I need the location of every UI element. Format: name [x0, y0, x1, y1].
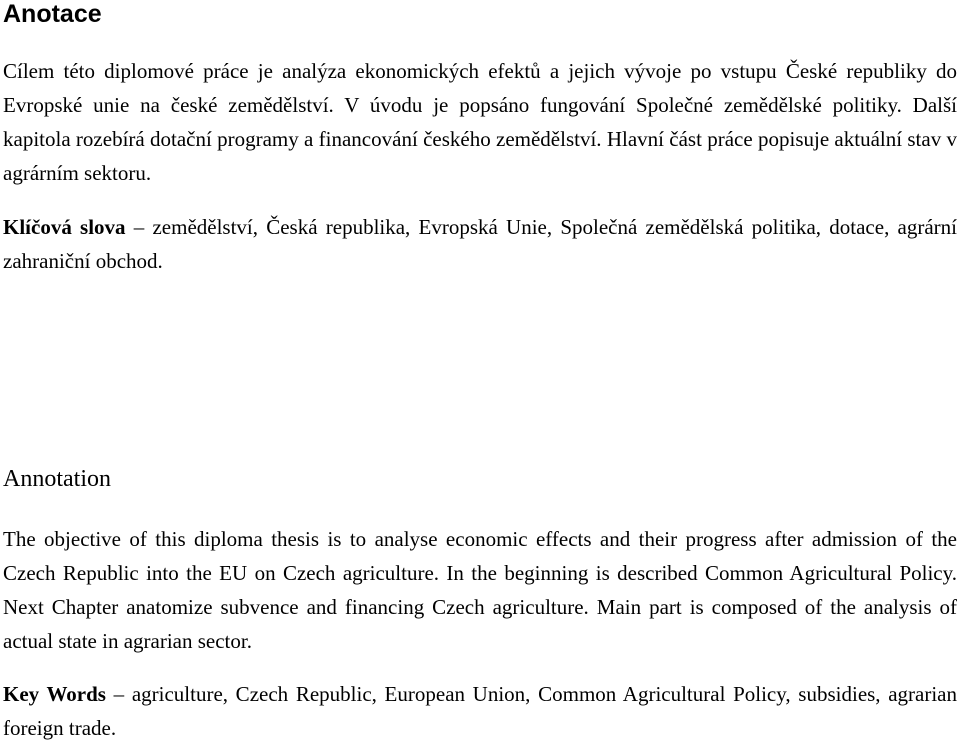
czech-keywords-paragraph — [3, 210, 957, 278]
english-keywords-label: Key Words — [3, 682, 106, 706]
czech-keywords-list: zemědělství, Česká republika, Evropská Unie, Společná zemědělská politika, dotace, agrární zahraniční obchod. — [3, 215, 957, 273]
english-annotation-heading: Annotation — [3, 466, 111, 492]
english-keywords-list: agriculture, Czech Republic, European Union, Common Agricultural Policy, subsidies, agrarian foreign trade. — [3, 682, 958, 740]
english-keywords-paragraph — [3, 677, 957, 745]
english-keywords-dash: – — [105, 682, 132, 706]
czech-abstract: Cílem této diplomové práce je analýza ekonomických efektů a jejich vývoje po vstupu České republiky do Evropské unie na české zemědělství. V úvodu je popsáno fungování Společné zemědělské politiky. Další kapitola rozebírá dotační programy a financování českého zemědělství. Hlavní část práce popisuje aktuální stav v agrárním sektoru. — [3, 59, 957, 185]
english-abstract: The objective of this diploma thesis is to analyse economic effects and their progress after admission of the Czech Republic into the EU on Czech agriculture. In the beginning is described Common Agricultural Policy. Next Chapter anatomize subvence and financing Czech agriculture. Main part is composed of the analysis of actual state in agrarian sector. — [3, 527, 957, 653]
czech-annotation-heading: Anotace — [3, 0, 102, 28]
czech-keywords-dash: – — [125, 215, 153, 239]
czech-keywords-label: Klíčová slova — [3, 215, 126, 239]
